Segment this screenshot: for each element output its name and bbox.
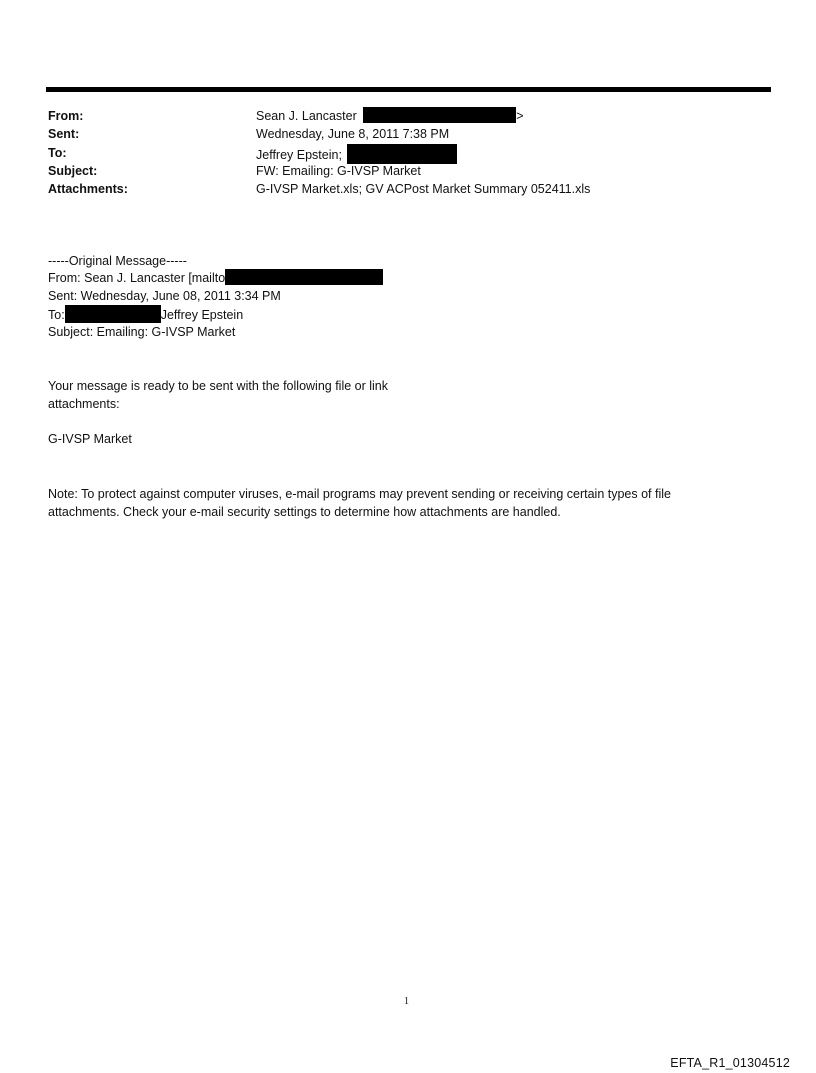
original-to-prefix: To: (48, 308, 65, 322)
from-value (256, 107, 524, 125)
bates-number: EFTA_R1_01304512 (670, 1056, 790, 1070)
sent-label: Sent: (48, 127, 80, 141)
to-name: Jeffrey Epstein; (256, 148, 342, 162)
security-note: Note: To protect against computer viruses, e-mail programs may prevent sending or receiving certain types of file attachments. Check your e-mail security settings to determine how attachments are handled. (48, 487, 671, 519)
redaction-box (65, 305, 161, 323)
attachments-label: Attachments: (48, 182, 128, 196)
attachments-value: G-IVSP Market.xls; GV ACPost Market Summary 052411.xls (256, 182, 591, 196)
header-rule (46, 87, 771, 92)
to-label: To: (48, 146, 67, 160)
original-to (48, 305, 243, 324)
from-trailing: > (516, 109, 524, 123)
to-value (256, 144, 457, 164)
subject-value: FW: Emailing: G-IVSP Market (256, 164, 421, 178)
attachment-name: G-IVSP Market (48, 432, 132, 446)
original-from-text: From: Sean J. Lancaster [mailto (48, 271, 226, 285)
original-from (48, 269, 383, 287)
body-line-2: attachments: (48, 397, 120, 411)
original-to-name: Jeffrey Epstein (160, 308, 244, 322)
redaction-box (225, 269, 383, 285)
redaction-box (363, 107, 516, 123)
original-divider: -----Original Message----- (48, 254, 187, 268)
sent-value: Wednesday, June 8, 2011 7:38 PM (256, 127, 450, 141)
from-name: Sean J. Lancaster (256, 109, 357, 123)
subject-label: Subject: (48, 164, 98, 178)
from-label: From: (48, 109, 84, 123)
original-sent: Sent: Wednesday, June 08, 2011 3:34 PM (48, 289, 281, 303)
body-line-1: Your message is ready to be sent with the following file or link (48, 379, 388, 393)
original-subject: Subject: Emailing: G-IVSP Market (48, 325, 236, 339)
redaction-box (347, 144, 457, 164)
page-number: 1 (404, 996, 409, 1007)
